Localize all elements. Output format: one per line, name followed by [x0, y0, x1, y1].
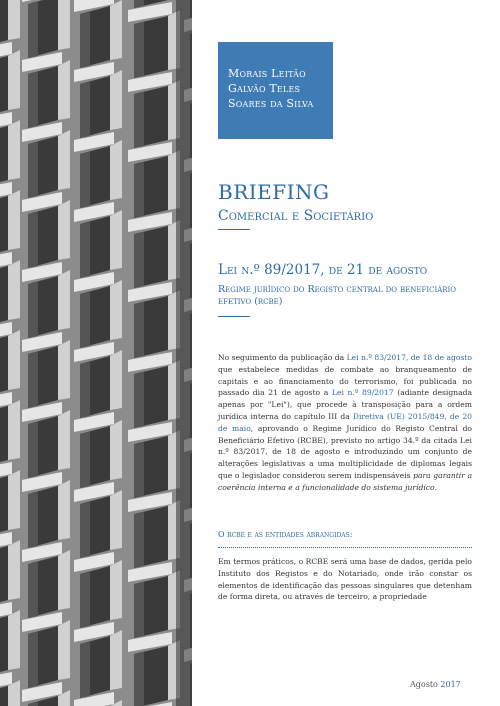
firm-logo — [218, 42, 333, 139]
divider — [218, 316, 250, 317]
law-subtitle: Regime jurídico do Registo central do beneficiário efetivo (rcbe) — [218, 284, 457, 307]
law-89-2017-link[interactable]: Lei n.º 89/2017 — [331, 388, 394, 398]
text-run: . — [434, 482, 438, 492]
date-footer — [410, 680, 461, 689]
text-run: , aprovando o Regime Jurídico do Registo Central do Beneficiário Efetivo (RCBE), previsto no artigo 34.º da citada Lei n.º 83/2017, de 18 de agosto e introduzindo um conjunto de alterações legislativas a uma multiplicidade de diplomas legais que o legislador considerou serem indispensáveis — [218, 423, 472, 480]
content-column — [192, 0, 500, 706]
logo-line: Soares da Silva — [228, 97, 314, 110]
footer-year: 2017 — [440, 680, 461, 689]
dotted-divider — [218, 547, 472, 548]
section-paragraph: Em termos práticos, o RCBE será uma base de dados, gerida pelo Instituto dos Registos e do Notariado, onde irão constar os elementos de identificação das pessoas singulares que detenham de forma direta, ou através de terceiro, a propriedade — [218, 557, 472, 602]
law-83-2017-link[interactable]: Lei n.º 83/2017, de 18 de agosto — [346, 353, 472, 362]
law-title: Lei n.º 89/2017, de 21 de agosto — [218, 262, 428, 278]
directive-link[interactable]: Diretiva (UE) 2015/849, de 20 de maio — [218, 411, 472, 433]
text-run: (adiante designada apenas por "Lei"), que procede à transposição para a ordem jurídica interna do capítulo III da — [218, 388, 473, 421]
building-facade-photo — [0, 0, 192, 706]
intro-paragraph — [218, 352, 472, 494]
logo-line: Galvão Teles — [228, 82, 301, 95]
briefing-subtitle: Comercial e Societário — [218, 208, 374, 224]
text-run: que estabelece medidas de combate ao branqueamento de capitais e ao financiamento do terrorismo, foi publicada no passado dia 21 de agosto a — [218, 364, 472, 398]
footer-month: Agosto — [410, 680, 438, 689]
text-run: No seguimento da publicação da — [218, 353, 347, 362]
logo-line: Morais Leitão — [228, 67, 306, 80]
section-heading: O rcbe e as entidades abrangidas: — [218, 530, 353, 539]
briefing-title: BRIEFING — [218, 180, 330, 204]
divider — [218, 229, 250, 230]
italic-quote: para garantir a coerência interna e a funcionalidade do sistema jurídico — [218, 470, 472, 492]
